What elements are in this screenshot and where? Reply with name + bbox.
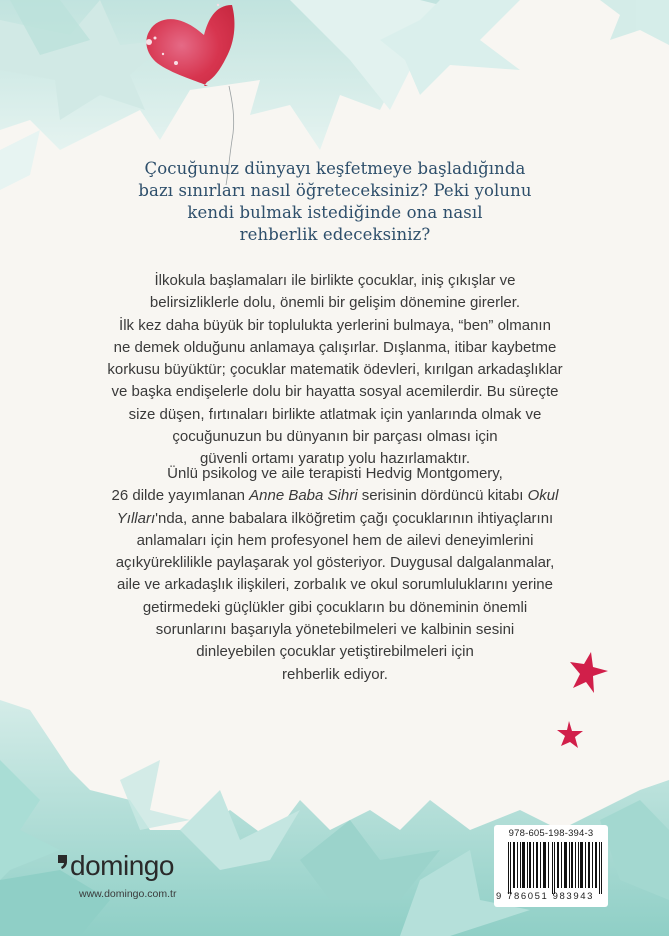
isbn-barcode — [494, 825, 608, 907]
blurb-line: Ünlü psikolog ve aile terapisti Hedvig Montgomery, — [167, 465, 503, 482]
publisher-url: www.domingo.com.tr — [79, 888, 177, 900]
book-title: Yılları — [116, 509, 156, 527]
text: serisinin dördüncü kitabı — [357, 487, 528, 505]
blurb-line: getirmedeki güçlükler gibi çocukların bu döneminin önemli — [142, 598, 528, 616]
star-red-small — [557, 721, 583, 748]
quote-mark-icon — [58, 855, 68, 869]
series-title: Anne Baba Sihri — [249, 487, 358, 505]
isbn-number: 978-605-198-394-3 — [508, 828, 594, 839]
heading-line: bazı sınırları nasıl öğreteceksiniz? Peki yolunu — [138, 181, 532, 200]
heading-line: Çocuğunuz dünyayı keşfetmeye başladığında — [144, 159, 526, 178]
book-title: Okul — [527, 487, 559, 505]
blurb-line — [92, 485, 578, 507]
barcode-bars — [508, 842, 602, 894]
blurb-line: dinleyebilen çocuklar yetiştirebilmeleri için — [196, 643, 474, 661]
blurb-line: anlamaları için hem profesyonel hem de ailevi deneyimlerini — [136, 531, 534, 549]
blurb-paragraph-1 — [92, 270, 578, 471]
blurb-line: İlkokula başlamaları ile birlikte çocuklar, iniş çıkışlar ve — [154, 272, 516, 289]
publisher-name: domingo — [70, 850, 174, 881]
blurb-line: size düşen, fırtınaları birlikte atlatmak için yanlarında olmak ve — [128, 405, 542, 423]
blurb-line: sorunlarını başarıyla yönetebilmeleri ve kalbinin sesini — [155, 621, 515, 639]
blurb-line: güvenli ortamı yaratıp yolu hazırlamaktır. — [199, 450, 471, 468]
tagline-heading — [100, 158, 570, 246]
blurb-line: açıkyüreklilikle paylaşarak yol gösteriyor. Duygusal dalgalanmalar, — [115, 554, 555, 572]
heading-line: kendi bulmak istediğinde ona nasıl — [187, 203, 483, 222]
blurb-line: belirsizliklerle dolu, önemli bir gelişim dönemine girerler. — [149, 294, 521, 312]
blurb-line: ne demek olduğunu anlamaya çalışırlar. Dışlanma, itibar kaybetme — [113, 338, 557, 356]
blurb-line: çocuğunuzun bu dünyanın bir parçası olması için — [172, 428, 498, 446]
heading-line: rehberlik edeceksiniz? — [239, 225, 431, 244]
text: 'nda, anne babalara ilköğretim çağı çocuklarının ihtiyaçlarını — [155, 509, 554, 527]
barcode-digits: 9 786051 983943 — [496, 891, 594, 902]
text: 26 dilde yayımlanan — [111, 487, 250, 505]
blurb-line: ve başka endişelerle dolu bir hayatta sosyal acemilerdir. Bu süreçte — [111, 383, 559, 401]
blurb-line: rehberlik ediyor. — [282, 665, 388, 683]
blurb-line: aile ve arkadaşlık ilişkileri, zorbalık ve okul sorumluluklarını yerine — [116, 576, 553, 594]
blurb-line: korkusu büyüktür; çocuklar matematik ödevleri, kırılgan arkadaşlıklar — [107, 361, 563, 379]
blurb-line — [92, 508, 578, 530]
blurb-line: İlk kez daha büyük bir toplulukta yerlerini bulmaya, “ben” olmanın — [119, 316, 551, 334]
blurb-paragraph-2 — [92, 463, 578, 686]
